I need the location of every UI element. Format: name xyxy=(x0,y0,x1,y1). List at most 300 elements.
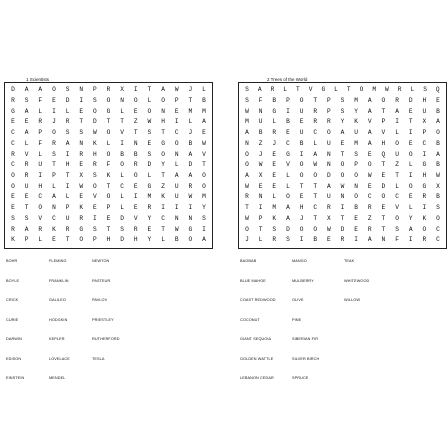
grid-cell: I xyxy=(133,86,138,94)
grid-cell: N xyxy=(79,86,84,94)
grid-row xyxy=(6,152,211,158)
word-list-item: EINSTEIN xyxy=(6,376,25,380)
grid-cell: D xyxy=(381,182,386,190)
grid-cell: R xyxy=(367,204,372,212)
grid-cell: F xyxy=(395,236,399,244)
grid-cell: O xyxy=(313,172,318,179)
grid-cell: R xyxy=(52,139,56,147)
grid-row xyxy=(6,109,211,115)
puzzle-title: 2 Trees of the World xyxy=(267,77,308,82)
grid-cell: E xyxy=(326,236,331,244)
grid-cell: O xyxy=(38,204,43,212)
grid-cell: S xyxy=(147,150,152,158)
grid-cell: R xyxy=(11,96,15,104)
grid-cell: P xyxy=(326,107,331,115)
grid-cell: T xyxy=(52,161,56,169)
grid-cell: S xyxy=(52,150,56,158)
grid-cell: T xyxy=(188,96,193,104)
grid-cell: W xyxy=(147,118,152,126)
grid-cell: W xyxy=(367,172,372,179)
grid-cell: Y xyxy=(408,214,413,222)
grid-cell: N xyxy=(52,204,56,212)
grid-cell: E xyxy=(408,193,413,201)
grid-cell: O xyxy=(408,182,413,190)
word-list-item: CRICK xyxy=(6,298,19,302)
grid-cell: T xyxy=(381,214,386,222)
grid-cell: J xyxy=(258,150,263,158)
grid-cell: X xyxy=(422,118,427,126)
grid-cell: O xyxy=(133,96,138,104)
grid-cell: W xyxy=(92,129,97,137)
grid-cell: P xyxy=(326,96,331,104)
grid-cell: L xyxy=(188,118,193,126)
grid-cell: P xyxy=(65,204,70,212)
grid-cell: P xyxy=(106,204,111,212)
grid-cell: A xyxy=(24,129,29,137)
grid-cell: A xyxy=(202,118,206,126)
grid-cell: V xyxy=(286,161,290,169)
grid-cell: H xyxy=(422,172,427,179)
grid-cell: L xyxy=(408,204,413,212)
grid-cell: L xyxy=(24,139,29,147)
word-list-item: PRIESTLEY xyxy=(92,317,114,322)
grid-cell: A xyxy=(174,172,179,179)
grid-cell: I xyxy=(92,214,97,222)
grid-cell: D xyxy=(92,118,97,126)
word-list-item: GOLDEN WATTLE xyxy=(240,356,274,361)
grid-cell: S xyxy=(65,129,70,137)
grid-cell: L xyxy=(334,86,338,94)
grid-cell: E xyxy=(408,139,413,147)
grid-cell: Z xyxy=(395,161,399,169)
grid-cell: O xyxy=(202,172,206,179)
grid-cell: N xyxy=(120,96,124,104)
grid-cell: T xyxy=(381,225,386,233)
grid-cell: N xyxy=(258,107,263,115)
grid-cell: I xyxy=(161,204,165,212)
grid-cell: O xyxy=(106,96,111,104)
word-list-item: SILVER BIRCH xyxy=(292,356,320,361)
grid-cell: A xyxy=(408,225,413,233)
grid-cell: O xyxy=(106,193,111,201)
grid-cell: R xyxy=(313,107,318,115)
word-list-item: NEWTON xyxy=(92,259,110,263)
grid-cell: O xyxy=(245,225,249,233)
grid-cell: U xyxy=(395,150,399,158)
grid-cell: O xyxy=(106,150,111,158)
grid-cell: S xyxy=(11,214,15,222)
grid-cell: C xyxy=(422,139,427,147)
grid-cell: L xyxy=(38,107,43,115)
grid-cell: A xyxy=(340,129,345,137)
grid-cell: R xyxy=(147,204,152,212)
grid-cell: E xyxy=(340,139,345,147)
grid-cell: C xyxy=(436,225,440,233)
grid-cell: V xyxy=(24,150,29,158)
grid-cell: V xyxy=(308,86,313,94)
grid-cell: O xyxy=(299,161,304,169)
grid-cell: L xyxy=(120,204,124,212)
grid-row xyxy=(6,87,211,93)
grid-cell: I xyxy=(174,204,179,212)
grid-cell: I xyxy=(299,150,304,158)
grid-cell: R xyxy=(65,118,70,126)
grid-cell: R xyxy=(326,118,331,126)
grid-cell: I xyxy=(188,204,193,212)
grid-cell: C xyxy=(11,161,15,169)
grid-cell: S xyxy=(92,225,97,233)
grid-cell: P xyxy=(354,161,358,169)
grid-cell: Z xyxy=(133,118,138,126)
grid-cell: I xyxy=(38,172,43,179)
grid-cell: W xyxy=(79,182,84,190)
grid-cell: T xyxy=(313,182,318,190)
grid-cell: J xyxy=(188,129,193,137)
grid-cell: O xyxy=(202,182,206,190)
word-list-item: GIANT SEQUOIA xyxy=(240,337,272,341)
grid-cell: C xyxy=(174,129,179,137)
grid-cell: Z xyxy=(258,139,263,147)
grid-cell: C xyxy=(11,129,15,137)
word-list-item: LOVELACE xyxy=(49,356,70,361)
grid-row xyxy=(6,227,211,233)
grid-cell: F xyxy=(38,96,43,104)
grid-cell: B xyxy=(436,193,440,201)
grid-cell: I xyxy=(286,107,290,115)
grid-cell: O xyxy=(52,86,56,94)
grid-cell: X xyxy=(258,172,263,179)
grid-cell: R xyxy=(79,214,84,222)
word-list-item: COCONUT xyxy=(240,317,260,322)
grid-cell: I xyxy=(120,139,124,147)
puzzle-title: 1 Scientists xyxy=(26,77,50,82)
grid-cell: N xyxy=(326,150,331,158)
grid-cell: D xyxy=(326,172,331,179)
grid-cell: E xyxy=(354,214,358,222)
grid-cell: O xyxy=(436,214,440,222)
grid-cell: E xyxy=(11,193,15,201)
grid-cell: X xyxy=(79,172,84,179)
word-list-item: TEAK xyxy=(344,259,355,263)
grid-cell: A xyxy=(286,214,290,222)
grid-row xyxy=(6,194,211,200)
grid-cell: E xyxy=(272,182,277,190)
scientists-word-grid xyxy=(4,82,213,249)
grid-cell: T xyxy=(133,129,138,137)
grid-row xyxy=(240,173,445,179)
grid-cell: T xyxy=(340,214,345,222)
grid-cell: B xyxy=(272,96,277,104)
grid-cell: R xyxy=(245,193,249,201)
grid-cell: S xyxy=(202,214,206,222)
grid-cell: L xyxy=(202,86,206,94)
grid-cell: G xyxy=(106,107,111,115)
grid-cell: S xyxy=(24,96,29,104)
word-list-item: CURIE xyxy=(6,317,19,322)
grid-cell: G xyxy=(321,86,326,94)
grid-cell: R xyxy=(106,86,111,94)
trees-word-grid xyxy=(238,82,447,249)
grid-cell: V xyxy=(367,118,372,126)
grid-cell: L xyxy=(120,107,124,115)
grid-cell: Y xyxy=(354,107,358,115)
grid-cell: U xyxy=(65,214,70,222)
grid-cell: T xyxy=(299,182,304,190)
grid-cell: A xyxy=(367,129,372,137)
grid-cell: T xyxy=(24,204,29,212)
grid-cell: C xyxy=(52,214,56,222)
grid-cell: I xyxy=(258,204,263,212)
grid-cell: R xyxy=(133,161,138,169)
grid-cell: B xyxy=(354,204,358,212)
grid-cell: B xyxy=(313,236,318,244)
grid-cell: S xyxy=(395,225,399,233)
grid-cell: N xyxy=(326,161,331,169)
grid-cell: L xyxy=(283,86,288,94)
grid-cell: M xyxy=(202,107,206,115)
word-list-item: GALILEO xyxy=(49,298,66,302)
grid-row xyxy=(240,98,445,104)
grid-cell: G xyxy=(147,182,152,190)
grid-row xyxy=(240,141,445,147)
grid-cell: Q xyxy=(381,150,386,158)
grid-cell: A xyxy=(286,204,290,212)
grid-cell: J xyxy=(245,236,249,244)
grid-cell: A xyxy=(245,172,249,179)
grid-cell: T xyxy=(65,172,70,179)
grid-cell: O xyxy=(395,139,399,147)
grid-row xyxy=(240,194,445,200)
grid-cell: O xyxy=(381,96,386,104)
grid-cell: L xyxy=(120,193,124,201)
grid-cell: I xyxy=(422,150,427,158)
grid-cell: R xyxy=(326,204,331,212)
grid-cell: K xyxy=(52,225,56,233)
grid-cell: G xyxy=(79,225,84,233)
word-list-item: BLUE MAHOE xyxy=(240,278,266,283)
grid-cell: L xyxy=(106,139,111,147)
grid-cell: A xyxy=(326,182,331,190)
grid-cell: A xyxy=(188,150,193,158)
grid-cell: S xyxy=(286,236,290,244)
grid-cell: O xyxy=(367,161,372,169)
grid-cell: G xyxy=(272,107,277,115)
grid-row xyxy=(6,130,211,136)
grid-cell: O xyxy=(11,172,15,179)
grid-row xyxy=(240,184,445,190)
grid-cell: W xyxy=(313,161,318,169)
grid-row xyxy=(6,237,211,243)
grid-cell: S xyxy=(423,86,427,94)
grid-cell: O xyxy=(340,161,345,169)
grid-cell: E xyxy=(52,236,56,244)
grid-cell: P xyxy=(286,96,290,104)
grid-cell: T xyxy=(106,225,111,233)
grid-cell: T xyxy=(161,172,165,179)
grid-cell: G xyxy=(11,107,15,115)
grid-cell: O xyxy=(408,150,413,158)
grid-cell: W xyxy=(436,172,440,179)
grid-cell: T xyxy=(258,225,263,233)
grid-cell: N xyxy=(79,139,84,147)
grid-cell: N xyxy=(245,139,249,147)
grid-cell: I xyxy=(299,236,304,244)
grid-cell: E xyxy=(354,225,358,233)
grid-cell: L xyxy=(38,236,43,244)
word-list-item: WHITEWOOD xyxy=(344,278,370,283)
grid-cell: S xyxy=(92,96,97,104)
grid-cell: D xyxy=(11,86,15,94)
grid-cell: O xyxy=(299,96,304,104)
grid-row xyxy=(240,87,445,93)
grid-cell: T xyxy=(79,118,84,126)
grid-cell: P xyxy=(24,236,29,244)
grid-cell: E xyxy=(79,193,84,201)
grid-cell: F xyxy=(258,96,263,104)
grid-cell: L xyxy=(408,161,413,169)
grid-cell: M xyxy=(354,96,358,104)
grid-cell: U xyxy=(354,129,358,137)
grid-cell: J xyxy=(272,139,277,147)
grid-cell: I xyxy=(202,225,206,233)
grid-cell: V xyxy=(395,204,399,212)
grid-cell: W xyxy=(245,182,249,190)
grid-cell: S xyxy=(65,86,70,94)
grid-cell: W xyxy=(385,86,389,94)
grid-cell: O xyxy=(133,172,138,179)
word-list-item: FLEMING xyxy=(49,259,67,263)
grid-cell: S xyxy=(92,172,97,179)
grid-cell: R xyxy=(11,225,15,233)
grid-cell: B xyxy=(133,150,138,158)
grid-cell: R xyxy=(340,236,345,244)
grid-cell: L xyxy=(395,182,399,190)
grid-cell: N xyxy=(174,214,179,222)
grid-cell: W xyxy=(202,139,206,147)
grid-cell: G xyxy=(422,182,427,190)
word-list-item: LEBANON CEDAR xyxy=(240,376,274,380)
word-list-item: DARWIN xyxy=(6,337,22,341)
grid-cell: O xyxy=(340,172,345,179)
grid-row xyxy=(6,173,211,179)
grid-cell: A xyxy=(367,236,372,244)
grid-cell: R xyxy=(38,118,43,126)
grid-cell: L xyxy=(38,150,43,158)
grid-cell: R xyxy=(422,236,427,244)
grid-cell: U xyxy=(258,118,263,126)
grid-cell: K xyxy=(354,118,358,126)
grid-cell: X xyxy=(326,214,331,222)
grid-cell: E xyxy=(24,118,29,126)
grid-cell: A xyxy=(161,86,165,94)
grid-cell: W xyxy=(174,225,179,233)
grid-cell: E xyxy=(147,139,152,147)
grid-cell: G xyxy=(286,150,290,158)
word-list-item: PAVLOV xyxy=(92,298,108,302)
grid-cell: S xyxy=(24,214,29,222)
grid-cell: E xyxy=(79,161,84,169)
grid-cell: H xyxy=(106,236,111,244)
grid-cell: J xyxy=(52,118,56,126)
grid-cell: L xyxy=(52,182,56,190)
grid-cell: K xyxy=(422,214,427,222)
grid-cell: V xyxy=(381,129,386,137)
grid-cell: K xyxy=(161,193,165,201)
word-list-item: COAST REDWOOD xyxy=(240,298,276,302)
grid-cell: W xyxy=(174,86,179,94)
grid-cell: K xyxy=(92,139,97,147)
grid-cell: E xyxy=(106,214,111,222)
grid-cell: E xyxy=(436,96,440,104)
grid-cell: R xyxy=(65,225,70,233)
grid-cell: E xyxy=(11,118,15,126)
grid-cell: P xyxy=(92,86,97,94)
word-list-item: BOHR xyxy=(6,259,18,263)
grid-cell: Y xyxy=(161,161,165,169)
grid-cell: B xyxy=(299,139,304,147)
grid-cell: B xyxy=(286,118,290,126)
grid-cell: F xyxy=(106,161,111,169)
grid-cell: O xyxy=(381,193,386,201)
grid-cell: N xyxy=(340,193,345,201)
grid-row xyxy=(6,98,211,104)
grid-cell: R xyxy=(422,193,427,201)
grid-cell: V xyxy=(133,214,138,222)
grid-cell: C xyxy=(436,236,440,244)
grid-cell: O xyxy=(359,86,364,94)
word-list-item: RUTHERFORD xyxy=(92,337,120,341)
grid-cell: Y xyxy=(147,236,152,244)
grid-cell: Y xyxy=(147,214,152,222)
grid-cell: A xyxy=(188,172,193,179)
grid-cell: L xyxy=(272,118,277,126)
grid-cell: M xyxy=(245,118,249,126)
grid-cell: M xyxy=(354,139,358,147)
grid-cell: O xyxy=(120,161,124,169)
word-list-item: SIBERIAN FIR xyxy=(292,337,319,341)
grid-cell: E xyxy=(133,107,138,115)
word-list-item: PASTEUR xyxy=(92,278,111,283)
grid-cell: E xyxy=(299,193,304,201)
grid-cell: O xyxy=(92,182,97,190)
grid-row xyxy=(240,152,445,158)
grid-cell: E xyxy=(367,150,372,158)
word-list-item: HODGKIN xyxy=(49,317,68,322)
grid-cell: E xyxy=(272,150,277,158)
grid-cell: O xyxy=(299,172,304,179)
grid-cell: P xyxy=(92,236,97,244)
grid-cell: T xyxy=(313,96,318,104)
grid-cell: P xyxy=(38,129,43,137)
grid-cell: R xyxy=(24,161,29,169)
grid-row xyxy=(240,216,445,222)
grid-cell: L xyxy=(147,96,152,104)
grid-cell: S xyxy=(245,86,249,94)
grid-cell: T xyxy=(120,118,124,126)
grid-cell: K xyxy=(79,204,84,212)
grid-cell: P xyxy=(52,172,56,179)
grid-cell: V xyxy=(120,129,124,137)
grid-cell: T xyxy=(408,118,413,126)
grid-cell: U xyxy=(422,107,427,115)
grid-cell: A xyxy=(395,107,399,115)
grid-cell: B xyxy=(258,129,263,137)
grid-cell: N xyxy=(381,236,386,244)
grid-cell: S xyxy=(340,96,345,104)
word-list-item: SPRUCE xyxy=(292,376,309,380)
word-list-item: WILLOW xyxy=(344,298,360,302)
grid-cell: O xyxy=(245,150,249,158)
